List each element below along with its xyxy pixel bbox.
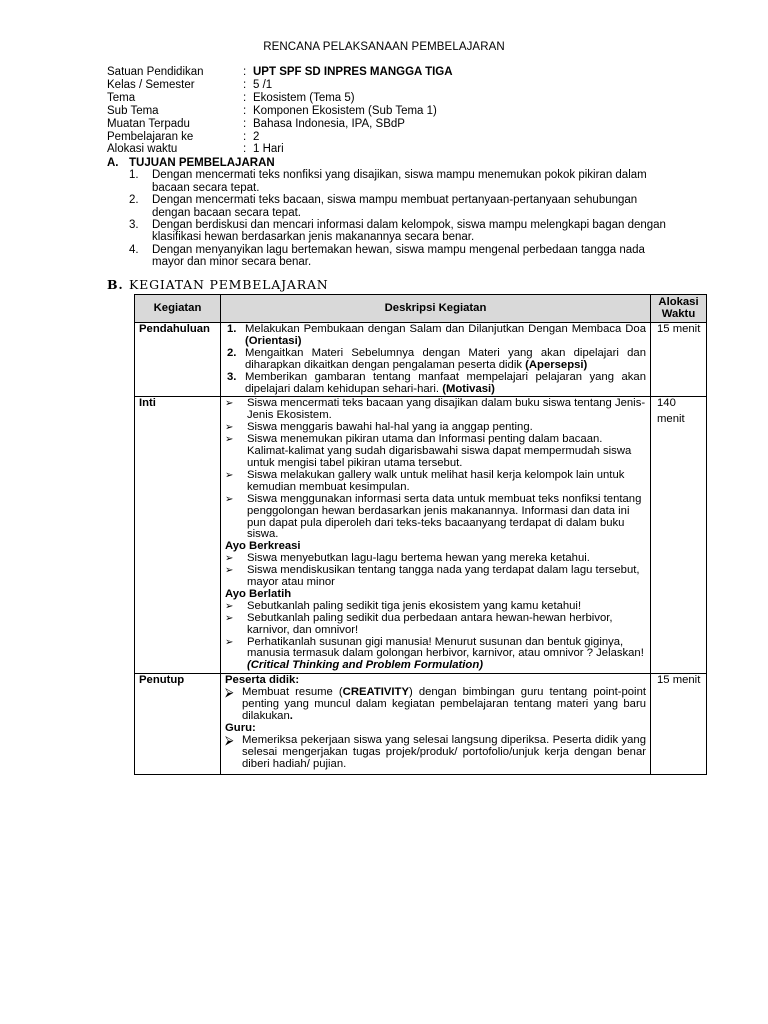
document-title: RENCANA PELAKSANAAN PEMBELAJARAN (263, 41, 505, 53)
header-alokasi-line: Alokasi (658, 295, 699, 308)
identity-separator: : (243, 91, 247, 104)
identity-row (107, 143, 453, 156)
subheading-guru: Guru: (225, 721, 256, 734)
list-item (225, 565, 646, 589)
objective-line: bacaan secara tepat. (152, 181, 260, 194)
arrow-bullet-icon: ➢ (225, 636, 234, 648)
objective-line: Dengan berdiskusi dan mencari informasi dalam kelompok, siswa mampu melengkapi bagan dengan (152, 219, 666, 232)
identity-row (107, 131, 453, 144)
arrow-bullet-icon: ➢ (225, 600, 234, 612)
item-text: Memberikan gambaran tentang manfaat mempelajari pelajaran yang akan dipelajari dalam kehidupan sehari-hari. (245, 370, 646, 395)
identity-value: 2 (253, 130, 260, 143)
section-title: TUJUAN PEMBELAJARAN (129, 157, 275, 169)
identity-row (107, 118, 453, 131)
objective-number: 3. (129, 219, 139, 232)
item-tag: (Orientasi) (245, 334, 302, 347)
item-text: Melakukan Pembukaan dengan Salam dan Dilanjutkan Dengan Membaca Doa (245, 323, 646, 335)
subheading-peserta-didik: Peserta didik: (225, 674, 300, 687)
objective-line: Dengan mencermati teks bacaan, siswa mampu membuat pertanyaan-pertanyaan sehubungan (152, 194, 638, 207)
item-text: Perhatikanlah susunan gigi manusia! Menurut susunan dan bentuk giginya, manusia termasuk dalam golongan herbivor, karnivor, atau omnivor ? Jelaskan! (247, 635, 644, 660)
phase-name: Penutup (135, 674, 221, 774)
identity-row (107, 66, 453, 79)
objective-line: klasifikasi hewan berdasarkan jenis makanannya secara benar. (152, 231, 475, 244)
item-text: Siswa mencermati teks bacaan yang disajikan dalam buku siswa tentang Jenis-Jenis Ekosistem. (247, 397, 646, 422)
list-item (225, 434, 646, 470)
item-number: 2. (227, 346, 237, 359)
phase-description (221, 674, 651, 774)
arrow-bullet-icon: ➢ (225, 493, 234, 505)
item-text: Siswa menggaris bawahi hal-hal yang ia anggap penting. (247, 421, 533, 434)
phase-time (651, 397, 707, 674)
list-item (225, 372, 646, 396)
objective-line: dengan bacaan secara tepat. (152, 206, 301, 219)
item-text: ) dengan bimbingan guru tentang point-point penting yang muncul dalam kegiatan pembelajaran tentang materi yang baru dilakukan (242, 686, 646, 722)
list-item (225, 348, 646, 372)
objective-item (107, 244, 727, 269)
list-item (225, 470, 646, 494)
arrow-bullet-icon: ➢ (225, 398, 234, 410)
identity-label: Muatan Terpadu (107, 117, 190, 130)
section-tujuan (107, 157, 727, 269)
arrow-bullet-icon: ➢ (225, 553, 234, 565)
section-title: KEGIATAN PEMBELAJARAN (129, 277, 329, 292)
identity-separator: : (243, 117, 247, 130)
identity-row (107, 92, 453, 105)
identity-separator: : (243, 78, 247, 91)
phase-time: 15 menit (651, 323, 707, 397)
arrow-bullet-icon: ➢ (225, 422, 234, 434)
identity-label: Sub Tema (107, 104, 159, 117)
objective-line: mayor dan minor secara benar. (152, 256, 312, 269)
objective-number: 2. (129, 194, 139, 207)
list-item (225, 732, 646, 771)
arrow-bullet-icon: ➢ (225, 469, 234, 481)
identity-label: Pembelajaran ke (107, 130, 194, 143)
phase-description (221, 323, 651, 397)
objective-number: 1. (129, 169, 139, 182)
objective-line: Dengan menyanyikan lagu bertemakan hewan, siswa mampu mengenal perbedaan tangga nada (152, 243, 645, 256)
item-text: Siswa mendiskusikan tentang tangga nada yang terdapat dalam lagu tersebut, mayor atau minor (247, 564, 640, 589)
list-item (225, 398, 646, 422)
list-item (225, 637, 646, 673)
item-tag: (Critical Thinking and Problem Formulation) (247, 659, 483, 672)
item-punct: . (289, 710, 293, 722)
identity-separator: : (243, 104, 247, 117)
subheading-ayo-berlatih: Ayo Berlatih (225, 587, 292, 600)
objective-item (107, 194, 727, 219)
phase-time-unit: menit (657, 413, 685, 426)
identity-label: Tema (107, 91, 136, 104)
item-text: Siswa menggunakan informasi serta data untuk membuat teks nonfiksi tentang penggolongan hewan berdasarkan jenis makanannya. Informasi dan data ini pun dapat pula diperoleh dari teks-teks bacaanyang terdapat di dalam buku siswa. (247, 492, 642, 541)
phase-time: 15 menit (651, 674, 707, 774)
list-item (225, 494, 646, 542)
phase-name: Pendahuluan (135, 323, 221, 397)
list-item (225, 613, 646, 637)
identity-value: Komponen Ekosistem (Sub Tema 1) (253, 104, 437, 117)
objective-list (107, 169, 727, 268)
objective-item (107, 169, 727, 194)
identity-value: Ekosistem (Tema 5) (253, 91, 355, 104)
list-item (225, 324, 646, 348)
header-alokasi-line: Waktu (661, 307, 696, 320)
header-deskripsi: Deskripsi Kegiatan (221, 295, 651, 323)
list-item (225, 687, 646, 723)
identity-label: Satuan Pendidikan (107, 66, 204, 78)
objective-line: Dengan mencermati teks nonfiksi yang disajikan, siswa mampu menemukan pokok pikiran dalam (152, 169, 647, 182)
objective-number: 4. (129, 243, 139, 256)
item-text: Siswa menemukan pikiran utama dan Informasi penting dalam bacaan. Kalimat-kalimat yang sudah digarisbawahi siswa dapat mempermudah siswa untuk mengisi tabel pikiran utama tersebut. (247, 433, 632, 469)
identity-separator: : (243, 143, 247, 156)
identity-value: 5 /1 (253, 78, 273, 91)
section-heading (107, 157, 727, 169)
item-text: Sebutkanlah paling sedikit tiga jenis ekosistem yang kamu ketahui! (247, 599, 582, 612)
subheading-ayo-berkreasi: Ayo Berkreasi (225, 540, 301, 553)
objective-item (107, 219, 727, 244)
table-row (135, 674, 707, 774)
identity-value: 1 Hari (253, 143, 284, 156)
identity-value: UPT SPF SD INPRES MANGGA TIGA (253, 66, 453, 78)
item-tag: (Motivasi) (442, 382, 495, 395)
phase-name: Inti (135, 397, 221, 674)
identity-row (107, 79, 453, 92)
item-tag: (Apersepsi) (525, 358, 588, 371)
section-letter: B. (107, 277, 124, 292)
item-number: 3. (227, 370, 237, 383)
phase-description (221, 397, 651, 674)
item-tag: CREATIVITY (342, 686, 409, 699)
arrow-bullet-icon: ➢ (225, 434, 234, 446)
arrow-bullet-icon: ➢ (225, 612, 234, 624)
item-text: Memeriksa pekerjaan siswa yang selesai langsung diperiksa. Peserta didik yang selesai mengerjakan tugas projek/produk/ portofolio/unjuk kerja dengan benar diberi hadiah/ pujian. (242, 733, 646, 770)
item-text: Mengaitkan Materi Sebelumnya dengan Materi yang akan dipelajari dan diharapkan dikaitkan dengan pengalaman peserta didik (245, 346, 646, 371)
table-header-row (135, 295, 707, 323)
table-row (135, 397, 707, 674)
section-letter: A. (107, 157, 119, 169)
item-text: Siswa menyebutkan lagu-lagu bertema hewan yang mereka ketahui. (247, 552, 590, 565)
item-number: 1. (227, 323, 237, 335)
arrow-bullet-icon: ➢ (225, 565, 234, 577)
identity-separator: : (243, 130, 247, 143)
identity-row (107, 105, 453, 118)
identity-label: Kelas / Semester (107, 78, 195, 91)
arrow-bullet-icon: ⮚ (225, 685, 234, 700)
item-text: Membuat resume ( (242, 686, 343, 699)
identity-block (107, 66, 453, 156)
list-item (225, 601, 646, 613)
section-kegiatan-heading (107, 277, 329, 292)
item-text: Sebutkanlah paling sedikit dua perbedaan antara hewan-hewan herbivor, karnivor, dan omnivor! (247, 611, 613, 636)
identity-label: Alokasi waktu (107, 143, 178, 156)
item-text: Siswa melakukan gallery walk untuk melihat hasil kerja kelompok lain untuk kemudian membuat kesimpulan. (247, 468, 625, 493)
phase-time-value: 140 (657, 397, 676, 410)
identity-separator: : (243, 66, 247, 78)
table-row (135, 323, 707, 397)
header-alokasi (651, 295, 707, 323)
header-kegiatan: Kegiatan (135, 295, 221, 323)
arrow-bullet-icon: ⮚ (225, 732, 234, 747)
identity-value: Bahasa Indonesia, IPA, SBdP (253, 117, 405, 130)
activity-table (134, 294, 707, 775)
